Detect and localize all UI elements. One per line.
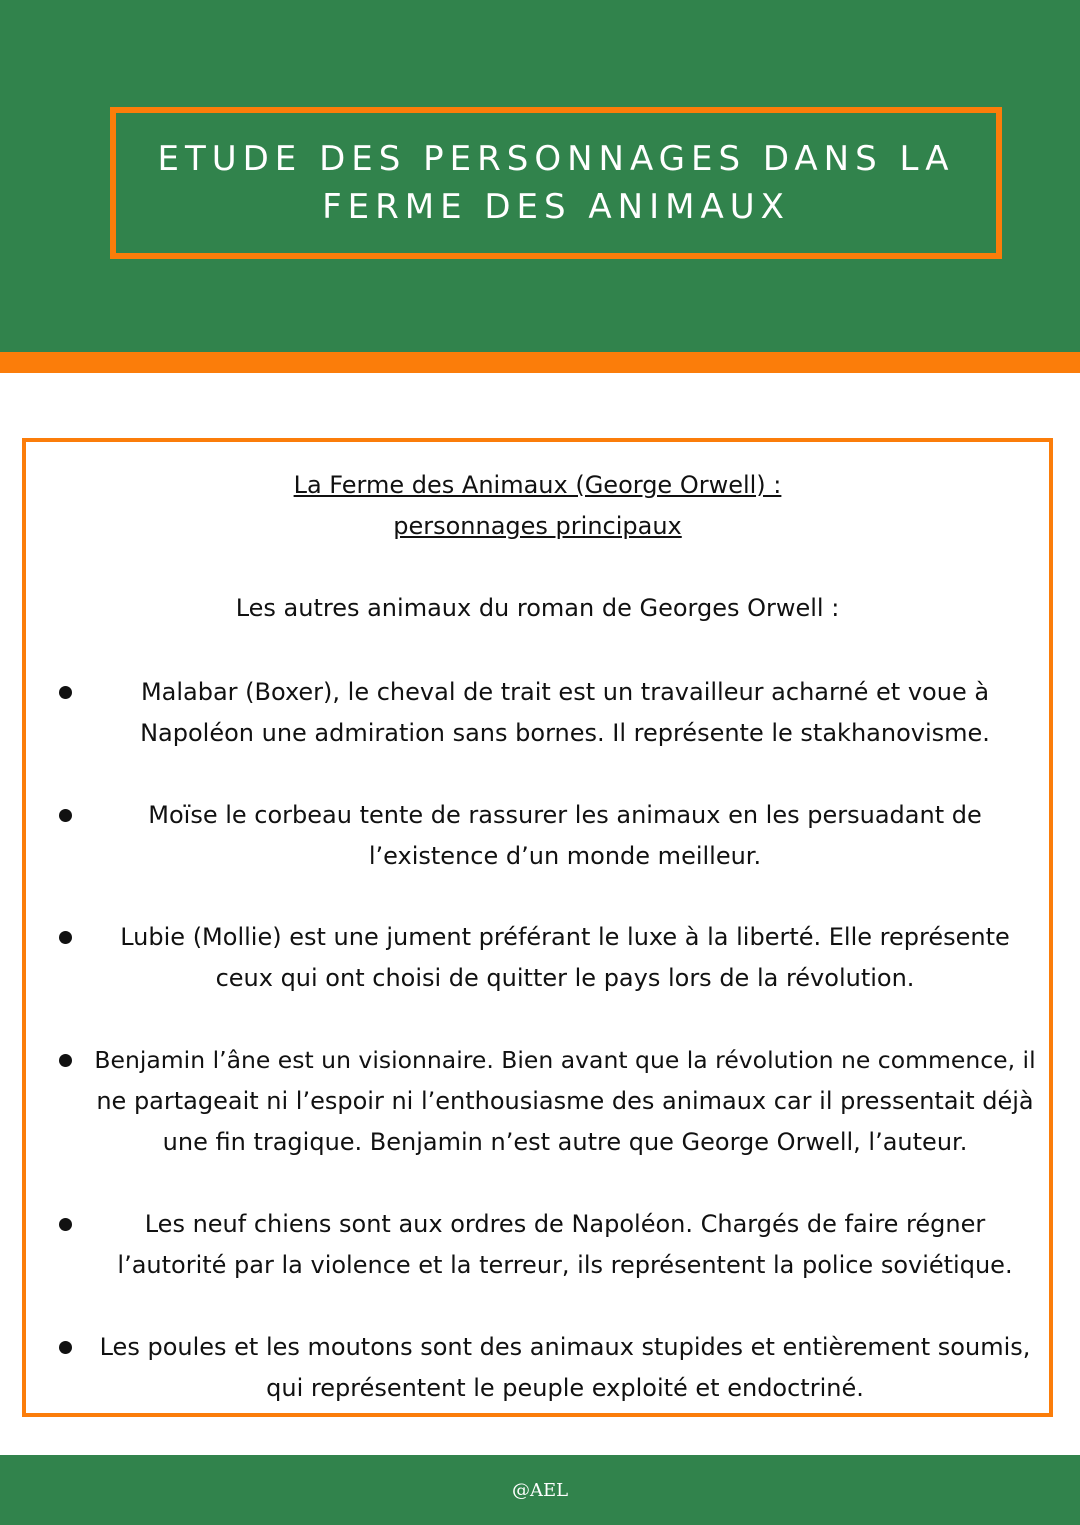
doc-heading-line-1: La Ferme des Animaux (George Orwell) : (293, 471, 782, 499)
list-item-line: Moïse le corbeau tente de rassurer les animaux en les persuadant de (148, 801, 982, 829)
footer-credit: @AEL (511, 1479, 569, 1501)
list-item-line: une fin tragique. Benjamin n’est autre que George Orwell, l’auteur. (162, 1128, 968, 1156)
page-title-line-1: ETUDE DES PERSONNAGES DANS LA (157, 139, 955, 179)
bullet-icon (59, 1218, 72, 1231)
page-title-line-2: FERME DES ANIMAUX (322, 187, 790, 227)
list-item-line: ceux qui ont choisi de quitter le pays lors de la révolution. (215, 964, 915, 992)
intro-text: Les autres animaux du roman de Georges Orwell : (235, 594, 840, 622)
list-item-line: Malabar (Boxer), le cheval de trait est un travailleur acharné et voue à (140, 678, 990, 706)
list-item-line: qui représentent le peuple exploité et endoctriné. (266, 1374, 864, 1402)
header-divider (0, 352, 1080, 373)
list-item-line: ne partageait ni l’espoir ni l’enthousiasme des animaux car il pressentait déjà (96, 1087, 1034, 1115)
content-box (22, 438, 1053, 1417)
list-item (86, 795, 1044, 877)
list-item-line: Les neuf chiens sont aux ordres de Napoléon. Chargés de faire régner (144, 1210, 986, 1238)
title-box (110, 107, 1002, 259)
header-banner (0, 0, 1080, 352)
bullet-icon (59, 1341, 72, 1354)
list-item-line: Lubie (Mollie) est une jument préférant le luxe à la liberté. Elle représente (120, 923, 1010, 951)
doc-heading-line-2: personnages principaux (393, 512, 682, 540)
bullet-icon (59, 686, 72, 699)
bullet-icon (59, 931, 72, 944)
footer (0, 1455, 1080, 1525)
list-item-line: Napoléon une admiration sans bornes. Il représente le stakhanovisme. (140, 719, 990, 747)
bullet-icon (59, 1054, 72, 1067)
list-item-line: l’autorité par la violence et la terreur, ils représentent la police soviétique. (117, 1251, 1013, 1279)
list-item (86, 1204, 1044, 1286)
bullet-icon (59, 809, 72, 822)
list-item-line: Les poules et les moutons sont des animaux stupides et entièrement soumis, (99, 1333, 1031, 1361)
list-item (86, 1040, 1044, 1163)
list-item-line: Benjamin l’âne est un visionnaire. Bien avant que la révolution ne commence, il (94, 1046, 1036, 1074)
list-item (86, 672, 1044, 754)
list-item (86, 1327, 1044, 1409)
list-item (86, 917, 1044, 999)
list-item-line: l’existence d’un monde meilleur. (368, 842, 762, 870)
